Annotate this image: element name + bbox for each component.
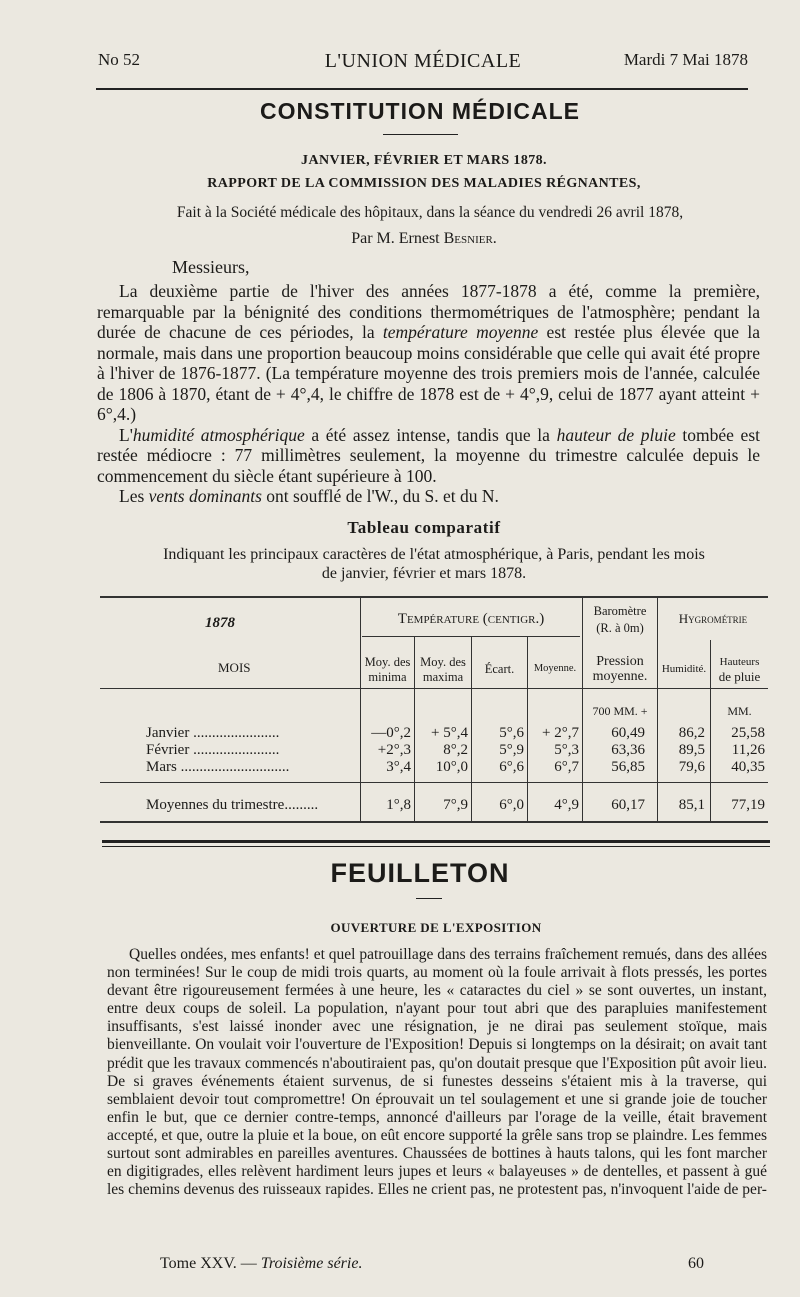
table-subtitle-2: de janvier, février et mars 1878. [321, 565, 527, 582]
journal-title: L'UNION MÉDICALE [324, 50, 522, 72]
issue-date: Mardi 7 Mai 1878 [623, 50, 748, 69]
col-pression-2: moyenne. [592, 669, 648, 684]
col-min-2: minima [368, 670, 407, 684]
baro-header-2: (R. à 0m) [596, 621, 644, 635]
leader-dots: ....................... [189, 742, 280, 758]
p1-italic: température moyenne [382, 322, 539, 342]
cell-pression: 63,36 [611, 742, 645, 758]
cell-moyenne: 5°,3 [554, 742, 579, 758]
table-body-rule [100, 782, 768, 783]
cell-ecart: 6°,0 [499, 797, 524, 813]
cell-max: 8°,2 [443, 742, 468, 758]
title-divider [383, 134, 458, 135]
paragraph-2 [97, 425, 760, 487]
author-line [100, 230, 748, 248]
cell-ecart: 6°,6 [499, 759, 524, 775]
col-pluie-1: Hauteurs [719, 656, 760, 668]
total-label [146, 797, 356, 814]
table-vline-6 [657, 598, 658, 821]
cell-moyenne: 4°,9 [554, 797, 579, 813]
cell-pluie: 11,26 [731, 742, 765, 758]
col-moyenne: Moyenne. [533, 663, 577, 674]
cell-min: 3°,4 [386, 759, 411, 775]
feuilleton-divider [416, 898, 442, 899]
cell-pluie: 40,35 [731, 759, 765, 775]
cell-pression: 60,49 [611, 725, 645, 741]
feuilleton-rule-top [102, 840, 770, 843]
cell-ecart: 5°,6 [499, 725, 524, 741]
mois-label: MOIS [218, 660, 251, 675]
salutation: Messieurs, [172, 257, 250, 277]
unit-pression: 700 MM. + [592, 704, 648, 718]
hygro-header: Hygrométrie [678, 611, 748, 626]
table-title: Tableau comparatif [347, 518, 501, 537]
article-months: JANVIER, FÉVRIER ET MARS 1878. [301, 153, 547, 168]
author-name: Besnier. [443, 230, 497, 247]
footer-serie: Troisième série. [260, 1255, 363, 1272]
author-prefix: Par M. Ernest [351, 230, 444, 247]
row-month [146, 725, 356, 742]
p3-a: Les [119, 486, 149, 506]
p2-italic-2: hauteur de pluie [556, 424, 676, 445]
p1-rest: est restée plus élevée que la normale, mais dans une proportion beaucoup moins considérable que celle qui avait été propre à l'hiver de 1876-1877. (La température moyenne des trois premiers mois de l'année, calculée de 1806 à 1870, étant de + 4°,4, le chiffre de 1878 est de + 4°,9, celui de 1877 ayant atteint + 6°,4.) [97, 322, 760, 424]
temp-header: Température (centigr.) [397, 611, 545, 627]
cell-min: 1°,8 [386, 797, 411, 813]
section-title: CONSTITUTION MÉDICALE [260, 98, 580, 124]
cell-humidite: 86,2 [678, 725, 705, 741]
p2-b: a été assez intense, tandis que la [304, 424, 557, 445]
table-subtitle-1: Indiquant les principaux caractères de l'état atmosphérique, à Paris, pendant les mois [163, 546, 705, 563]
feuilleton-body [107, 946, 767, 1199]
cell-moyenne: + 2°,7 [542, 725, 579, 741]
p3-b: ont soufflé de l'W., du S. et du N. [261, 486, 499, 506]
feuilleton-rule-thin [102, 846, 770, 847]
feuilleton-paragraph: Quelles ondées, mes enfants! et quel patrouillage dans des terrains fraîchement remués, dans des allées non terminées! Sur le coup de midi trois quarts, au moment où la foule arrivait à flots pressés, les portes devant être rigoureusement fermées à une heure, les « cataractes du ciel » se sont ouvertes, un instant, entre deux coups de soleil. La population, n'ayant pour tout abri que des parapluies manifestement insuffisants, s'est laissé inonder avec une résignation, je ne dirai pas seulement stoïque, mais bienveillante. On voulait voir l'ouverture de l'Exposition! Depuis si longtemps on la désirait; on avait tant prédit que les travaux commencés n'aboutiraient pas, qu'on doutait presque que l'Exposition pût avoir lieu. De si graves événements étaient survenus, de si funestes desseins s'étaient mis à la traverse, qui semblaient devoir tout compromettre! On éprouvait un tel soulagement et une si grande joie de toucher enfin le but, que ce dernier contre-temps, annoncé d'ailleurs par l'orage de la veille, était bravement accepté, et que, outre la pluie et la boue, on eût encore supporté la grêle sans trop se plaindre. Les femmes surtout sont admirables en pareilles aventures. Chaussées de bottines à hauts talons, qui les font marcher en digitigrades, elles relèvent hardiment leurs jupes et leurs « balayeuses » de dentelles, et passent à gué les chemins devenus des ruisseaux rapides. Elles ne crient pas, ne protestent pas, n'invoquent l'aide de per- [107, 946, 767, 1199]
cell-ecart: 5°,9 [499, 742, 524, 758]
baro-header-1: Baromètre [593, 604, 647, 618]
col-pluie-2: de pluie [718, 669, 761, 684]
footer-tome: Tome XXV. — [160, 1255, 261, 1272]
cell-pression: 60,17 [611, 797, 645, 813]
cell-humidite: 85,1 [678, 797, 705, 813]
cell-min: +2°,3 [377, 742, 411, 758]
issue-number: No 52 [98, 50, 141, 69]
report-title: RAPPORT DE LA COMMISSION DES MALADIES RÉGNANTES, [207, 176, 641, 191]
leader-dots: ....................... [189, 725, 280, 741]
cell-max: 10°,0 [435, 759, 468, 775]
cell-humidite: 79,6 [678, 759, 705, 775]
cell-max: + 5°,4 [431, 725, 468, 741]
row-month [146, 742, 356, 759]
table-top-rule [100, 596, 768, 598]
article-body [97, 281, 760, 507]
p2-c: tombée est restée médiocre : 77 millimètres seulement, la moyenne du trimestre calculée depuis le commencement du siècle étant supérieure à 100. [97, 424, 760, 486]
p2-a: L' [119, 424, 133, 445]
year-label: 1878 [205, 615, 235, 631]
cell-moyenne: 6°,7 [554, 759, 579, 775]
cell-pression: 56,85 [611, 759, 645, 775]
page-number: 60 [688, 1255, 704, 1272]
table-header-rule [100, 688, 768, 689]
leader-dots: ............................. [176, 759, 290, 775]
running-header [98, 50, 748, 74]
table-vline-1 [360, 598, 361, 821]
page-footer [160, 1255, 720, 1273]
cell-max: 7°,9 [443, 797, 468, 813]
row-month-text: Janvier [146, 725, 190, 741]
row-month-text: Février [146, 742, 190, 758]
total-label-text: Moyennes du trimestre [146, 797, 285, 813]
p3-italic: vents dominants [148, 486, 262, 506]
p2-italic-1: humidité atmosphérique [132, 424, 305, 445]
row-month [146, 759, 356, 776]
col-max-1: Moy. des [420, 655, 466, 669]
col-max-2: maxima [422, 670, 464, 684]
report-context: Fait à la Société médicale des hôpitaux, dans la séance du vendredi 26 avril 1878, [176, 204, 684, 221]
table-bottom-rule [100, 821, 768, 823]
col-humidite: Humidité. [661, 663, 707, 675]
paragraph-3 [97, 486, 760, 507]
col-ecart: Écart. [484, 662, 515, 676]
unit-pluie: MM. [727, 704, 752, 718]
cell-min: —0°,2 [371, 725, 411, 741]
paragraph-1 [97, 281, 760, 425]
p1-text: La deuxième partie de l'hiver des années 1877-1878 a été, comme la première, remarquable par la bénignité des conditions thermométriques de l'atmosphère; pendant la durée de chacune de ces périodes, la [97, 281, 760, 342]
leader-dots: ......... [284, 797, 319, 813]
col-pression-1: Pression [596, 654, 644, 669]
cell-humidite: 89,5 [678, 742, 705, 758]
col-min-1: Moy. des [364, 655, 411, 669]
header-rule [96, 88, 748, 90]
row-month-text: Mars [146, 759, 177, 775]
cell-pluie: 77,19 [731, 797, 765, 813]
feuilleton-subtitle: OUVERTURE DE L'EXPOSITION [330, 920, 542, 935]
cell-pluie: 25,58 [731, 725, 765, 741]
feuilleton-title: FEUILLETON [330, 858, 510, 888]
